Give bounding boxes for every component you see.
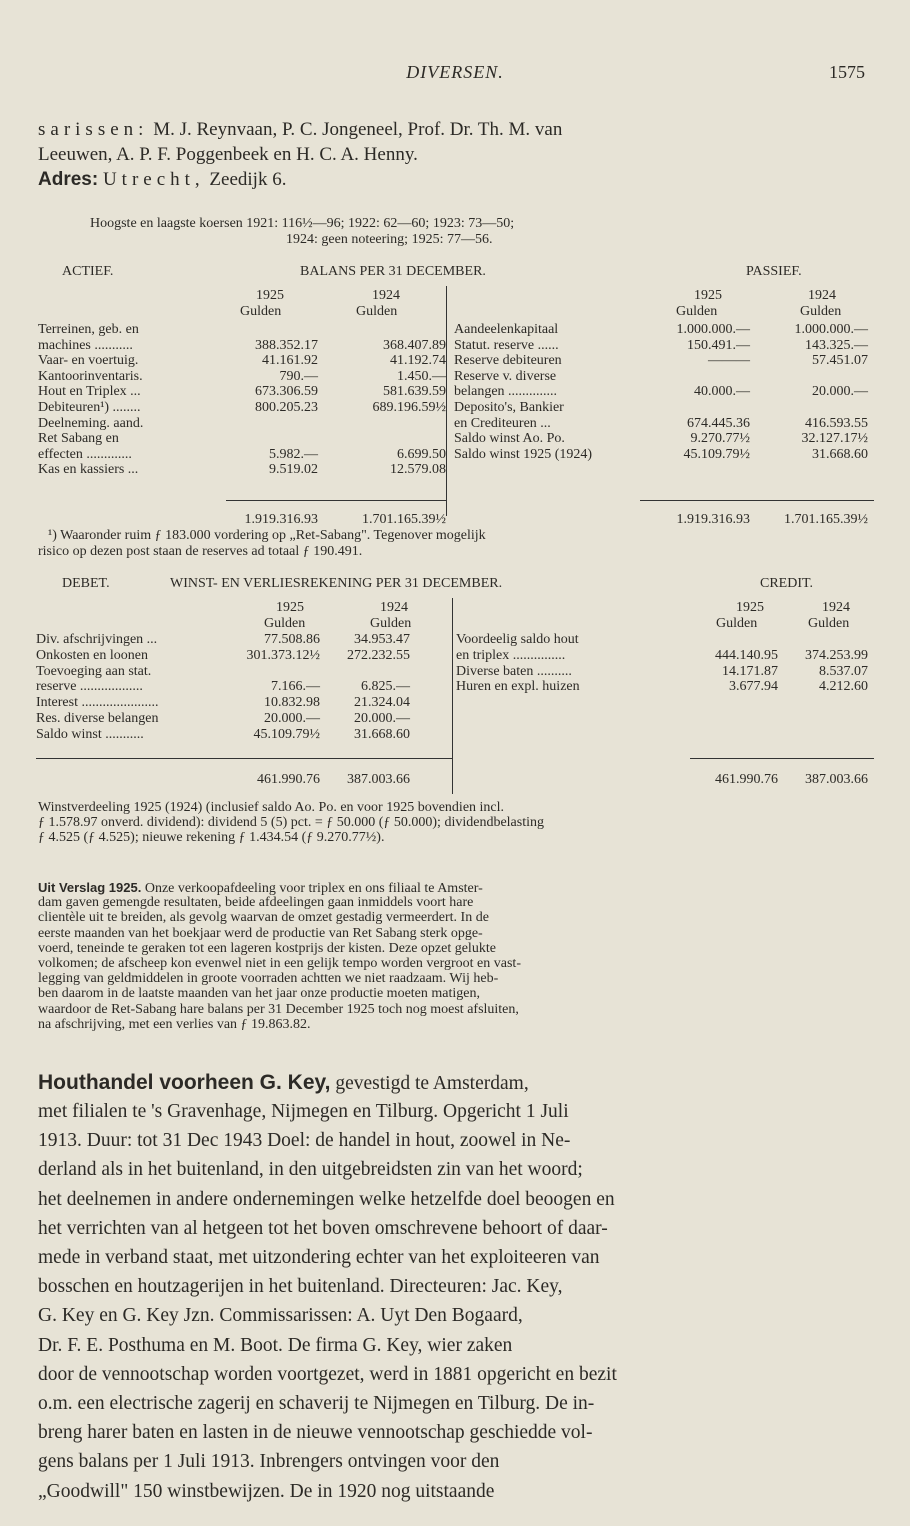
report-text: legging van geldmiddelen in groote voorraden achtten we niet raadzaam. Wij heb- <box>38 971 499 987</box>
row-label: en triplex ............... <box>456 647 566 663</box>
assets-total-b: 1.701.165.39½ <box>362 512 446 527</box>
row-value-a: 45.109.79½ <box>253 726 320 742</box>
table-row <box>0 353 446 367</box>
row-value-b: 6.825.— <box>361 679 410 695</box>
pl-debit-year-a: 1925 <box>276 600 304 615</box>
row-value-a: 444.140.95 <box>715 647 778 663</box>
table-row <box>0 369 446 383</box>
winst-line-2: ƒ 1.578.97 onverd. dividend): dividend 5 (5) pct. = ƒ 50.000 (ƒ 50.000); dividendbelasting <box>38 815 544 830</box>
table-row <box>452 648 910 662</box>
pl-debit-total-rule <box>36 758 452 759</box>
row-value-b: 31.668.60 <box>812 446 868 462</box>
row-value-a: 20.000.— <box>264 711 320 726</box>
row-label: Saldo winst 1925 (1924) <box>454 446 593 462</box>
pl-credit-year-a: 1925 <box>736 600 764 615</box>
table-row <box>0 400 446 414</box>
row-value-b: 416.593.55 <box>805 415 868 431</box>
row-label: Onkosten en loonen <box>36 647 148 663</box>
houthandel-line: het deelnemen in andere ondernemingen welke hetzelfde doel beoogen en <box>38 1188 615 1210</box>
houthandel-line: derland als in het buitenland, in den uitgebreidsten zin van het woord; <box>38 1159 583 1181</box>
row-value-a: 45.109.79½ <box>683 446 750 462</box>
houthandel-line: met filialen te 's Gravenhage, Nijmegen en Tilburg. Opgericht 1 Juli <box>38 1101 569 1122</box>
row-label: Toevoeging aan stat. <box>36 663 152 679</box>
row-value-b: 31.668.60 <box>354 726 410 742</box>
balance-asset-year-b: 1924 <box>372 288 400 303</box>
address-city: Utrecht, <box>102 169 205 190</box>
houthandel-line: Dr. F. E. Posthuma en M. Boot. De firma G. Key, wier zaken <box>38 1334 513 1356</box>
row-label: Deposito's, Bankier <box>454 400 564 415</box>
row-label: Saldo winst ........... <box>36 726 144 742</box>
row-value-a: 673.306.59 <box>255 384 318 400</box>
row-value-b: 8.537.07 <box>819 663 868 679</box>
row-value-b: 374.253.99 <box>805 647 868 663</box>
balance-asset-unit-b: Gulden <box>356 304 398 319</box>
pl-credit-unit-a: Gulden <box>716 616 758 631</box>
address-street: Zeedijk 6. <box>204 169 287 190</box>
houthandel-heading-line <box>38 1068 870 1098</box>
balance-footnote-2: risico op dezen post staan de reserves ad totaal ƒ 190.491. <box>38 544 363 559</box>
row-value-a: 9.519.02 <box>269 462 318 478</box>
row-value-b: 20.000.— <box>354 711 410 726</box>
row-value-a: ——— <box>708 353 750 369</box>
liabs-total-b: 1.701.165.39½ <box>784 512 868 527</box>
row-label: Kas en kassiers ... <box>38 462 139 478</box>
row-label: machines ........... <box>38 337 133 353</box>
balance-liab-unit-b: Gulden <box>800 304 842 319</box>
address-label: Adres: <box>38 169 99 190</box>
row-value-b: 57.451.07 <box>812 353 868 369</box>
row-value-a: 9.270.77½ <box>690 431 750 447</box>
row-value-b: 32.127.17½ <box>801 431 868 447</box>
balance-actief-label: ACTIEF. <box>62 264 114 279</box>
quotes-line-1: Hoogste en laagste koersen 1921: 116½—96; 1922: 62—60; 1923: 73—50; <box>90 216 515 231</box>
row-label: Kantoorinventaris. <box>38 368 143 384</box>
row-value-a: 388.352.17 <box>255 337 318 353</box>
page-number: 1575 <box>829 62 865 82</box>
row-label: Reserve v. diverse <box>454 368 557 384</box>
houthandel-line: 1913. Duur: tot 31 Dec 1943 Doel: de handel in hout, zoowel in Ne- <box>38 1130 571 1152</box>
report-line <box>38 880 483 896</box>
balance-asset-year-a: 1925 <box>256 288 284 303</box>
table-row <box>452 664 910 678</box>
table-row <box>0 462 446 476</box>
row-value-b: 21.324.04 <box>354 695 410 711</box>
row-value-a: 77.508.86 <box>264 632 320 647</box>
row-label: Interest ...................... <box>36 695 159 711</box>
report-line <box>38 956 521 971</box>
report-line <box>38 1017 311 1032</box>
row-label: effecten ............. <box>38 446 132 462</box>
table-row <box>0 711 452 725</box>
row-label: Statut. reserve ...... <box>454 337 559 353</box>
row-value-a: 150.491.— <box>687 337 750 353</box>
row-value-a: 3.677.94 <box>729 679 778 695</box>
table-row <box>0 338 446 352</box>
houthandel-line: het verrichten van al hetgeen tot het boven omschrevene behoort of daar- <box>38 1217 608 1239</box>
row-value-b: 20.000.— <box>812 384 868 400</box>
table-row <box>446 416 910 430</box>
table-row <box>446 338 910 352</box>
row-value-b: 368.407.89 <box>383 337 446 353</box>
table-row <box>0 416 446 430</box>
report-line <box>38 926 483 941</box>
row-value-b: 4.212.60 <box>819 679 868 695</box>
pl-debit-unit-a: Gulden <box>264 616 306 631</box>
pl-credit-unit-b: Gulden <box>808 616 850 631</box>
profit-loss-account <box>0 576 910 786</box>
table-row <box>0 384 446 398</box>
report-line <box>38 986 480 1001</box>
commissioners-names: M. J. Reynvaan, P. C. Jongeneel, Prof. Dr. Th. M. van <box>148 119 563 140</box>
houthandel-line: mede in verband staat, met uitzondering echter van het exploiteeren van <box>38 1247 600 1268</box>
row-label: Terreinen, geb. en <box>38 322 139 337</box>
report-label: Uit Verslag 1925. <box>38 880 142 895</box>
balance-title: BALANS PER 31 DECEMBER. <box>300 264 486 279</box>
assets-total-rule <box>226 500 446 501</box>
row-label: Deelneming. aand. <box>38 415 144 431</box>
row-value-a: 14.171.87 <box>722 663 778 679</box>
balance-liab-year-a: 1925 <box>694 288 722 303</box>
row-label: Debiteuren¹) ........ <box>38 400 141 415</box>
report-line <box>38 910 489 925</box>
houthandel-line: door de vennootschap worden voortgezet, werd in 1881 opgericht en bezit <box>38 1363 617 1385</box>
row-value-b: 6.699.50 <box>397 446 446 462</box>
running-header-title: DIVERSEN. <box>406 62 504 82</box>
balance-liab-year-b: 1924 <box>808 288 836 303</box>
row-value-b: 581.639.59 <box>383 384 446 400</box>
report-text: volkomen; de afscheep kon evenwel niet in een gelijk tempo worden vergroot en vast- <box>38 956 521 971</box>
report-text: eerste maanden van het boekjaar werd de productie van Ret Sabang sterk opge- <box>38 925 483 941</box>
winst-line-1: Winstverdeeling 1925 (1924) (inclusief saldo Ao. Po. en voor 1925 bovendien incl. <box>38 800 505 815</box>
row-label: Saldo winst Ao. Po. <box>454 431 565 447</box>
row-value-b: 272.232.55 <box>347 647 410 663</box>
row-value-a: 5.982.— <box>269 446 318 462</box>
houthandel-line: gens balans per 1 Juli 1913. Inbrengers ontvingen voor den <box>38 1451 500 1473</box>
pl-debit-year-b: 1924 <box>380 600 408 615</box>
winst-line-3: ƒ 4.525 (ƒ 4.525); nieuwe rekening ƒ 1.434.54 (ƒ 9.270.77½). <box>38 830 385 845</box>
balance-liab-unit-a: Gulden <box>676 304 718 319</box>
liabs-total-a: 1.919.316.93 <box>676 512 750 527</box>
table-row <box>0 447 446 461</box>
balance-footnote-1: ¹) Waaronder ruim ƒ 183.000 vordering op „Ret-Sabang". Tegenover mogelijk <box>48 528 486 543</box>
quotes-line-2: 1924: geen noteering; 1925: 77—56. <box>286 232 493 247</box>
pl-credit-year-b: 1924 <box>822 600 850 615</box>
row-value-b: 12.579.08 <box>390 462 446 478</box>
company-name: Houthandel voorheen G. Key, <box>38 1071 331 1094</box>
houthandel-line: breng harer baten en lasten in de nieuwe vennootschap geschiedde vol- <box>38 1422 593 1444</box>
row-label: Reserve debiteuren <box>454 353 562 369</box>
report-text: clientèle uit te breiden, als gevolg waarvan de omzet gestadig vermeerdert. In de <box>38 910 489 926</box>
liabs-total-rule <box>640 500 874 501</box>
houthandel-line: o.m. een electrische zagerij en schaverij te Nijmegen en Tilburg. De in- <box>38 1393 595 1414</box>
report-text: dam gaven gemengde resultaten, beide afdeelingen gaan inmiddels voort hare <box>38 895 474 911</box>
intro-line-2: Leeuwen, A. P. F. Poggenbeek en H. C. A. Henny. <box>38 144 418 165</box>
table-row <box>446 384 910 398</box>
row-label: belangen .............. <box>454 384 558 400</box>
row-label: Hout en Triplex ... <box>38 384 141 400</box>
table-row <box>0 322 446 336</box>
row-value-a: 10.832.98 <box>264 695 320 711</box>
row-value-b: 689.196.59½ <box>372 400 446 415</box>
table-row <box>0 727 452 741</box>
row-label: Voordeelig saldo hout <box>456 632 579 647</box>
table-row <box>452 632 910 646</box>
row-label: Aandeelenkapitaal <box>454 322 559 337</box>
table-row <box>0 431 446 445</box>
table-row <box>0 679 452 693</box>
pl-debet-label: DEBET. <box>62 576 110 591</box>
table-row <box>446 431 910 445</box>
report-text: ben daarom in de laatste maanden van het jaar onze productie moeten matigen, <box>38 986 480 1002</box>
row-label: en Crediteuren ... <box>454 415 551 431</box>
commissioners-label: sarissen: <box>38 119 149 140</box>
balance-sheet <box>0 262 910 562</box>
company-seat: gevestigd te Amsterdam, <box>330 1073 529 1094</box>
row-value-b: 1.450.— <box>397 368 446 384</box>
pl-divider <box>452 598 453 794</box>
row-value-b: 41.192.74 <box>390 353 446 369</box>
table-row <box>446 447 910 461</box>
houthandel-line: G. Key en G. Key Jzn. Commissarissen: A. Uyt Den Bogaard, <box>38 1305 523 1327</box>
report-line <box>38 971 498 986</box>
table-row <box>446 353 910 367</box>
intro-line-1 <box>38 118 870 141</box>
row-label: reserve .................. <box>36 679 143 695</box>
row-label: Res. diverse belangen <box>36 711 159 726</box>
row-value-b: 143.325.— <box>805 337 868 353</box>
assets-total-a: 1.919.316.93 <box>244 512 318 527</box>
pl-debit-total-b: 387.003.66 <box>347 772 410 787</box>
pl-credit-total-b: 387.003.66 <box>805 772 868 787</box>
report-line <box>38 895 473 910</box>
houthandel-line: bosschen en houtzagerijen in het buitenland. Directeuren: Jac. Key, <box>38 1276 563 1298</box>
row-value-a: 790.— <box>279 368 318 384</box>
report-text: waardoor de Ret-Sabang hare balans per 31 December 1925 toch nog moest afsluiten, <box>38 1001 519 1017</box>
row-label: Diverse baten .......... <box>456 663 572 679</box>
table-row <box>0 664 452 678</box>
table-row <box>0 648 452 662</box>
row-value-a: 40.000.— <box>694 384 750 400</box>
row-value-a: 674.445.36 <box>687 415 750 431</box>
pl-debit-unit-b: Gulden <box>370 616 412 631</box>
row-label: Ret Sabang en <box>38 431 119 447</box>
pl-title: WINST- EN VERLIESREKENING PER 31 DECEMBER. <box>170 576 503 591</box>
table-row <box>452 679 910 693</box>
balance-passief-label: PASSIEF. <box>746 264 802 279</box>
row-label: Vaar- en voertuig. <box>38 353 139 369</box>
row-value-a: 7.166.— <box>271 679 320 695</box>
table-row <box>0 632 452 646</box>
report-line <box>38 1002 519 1017</box>
row-value-a: 41.161.92 <box>262 353 318 369</box>
row-label: Div. afschrijvingen ... <box>36 632 158 647</box>
address-line <box>38 168 870 191</box>
pl-debit-total-a: 461.990.76 <box>257 772 320 787</box>
report-line <box>38 941 496 956</box>
table-row <box>446 369 910 383</box>
pl-credit-label: CREDIT. <box>760 576 814 591</box>
table-row <box>446 322 910 336</box>
pl-credit-total-rule <box>690 758 874 759</box>
report-text: voerd, teneinde te geraken tot een lageren kostprijs der kisten. Deze opzet gelukte <box>38 940 496 956</box>
row-value-b: 34.953.47 <box>354 632 410 647</box>
row-value-b: 1.000.000.— <box>794 322 868 337</box>
row-value-a: 301.373.12½ <box>246 647 320 663</box>
table-row <box>0 695 452 709</box>
report-text: na afschrijving, met een verlies van ƒ 19.863.82. <box>38 1016 311 1032</box>
report-text: Onze verkoopafdeeling voor triplex en ons filiaal te Amster- <box>141 881 483 896</box>
pl-credit-total-a: 461.990.76 <box>715 772 778 787</box>
balance-asset-unit-a: Gulden <box>240 304 282 319</box>
table-row <box>446 400 910 414</box>
row-label: Huren en expl. huizen <box>456 679 580 695</box>
houthandel-line: „Goodwill" 150 winstbewijzen. De in 1920 nog uitstaande <box>38 1480 495 1502</box>
row-value-a: 800.205.23 <box>255 400 318 415</box>
row-value-a: 1.000.000.— <box>676 322 750 337</box>
